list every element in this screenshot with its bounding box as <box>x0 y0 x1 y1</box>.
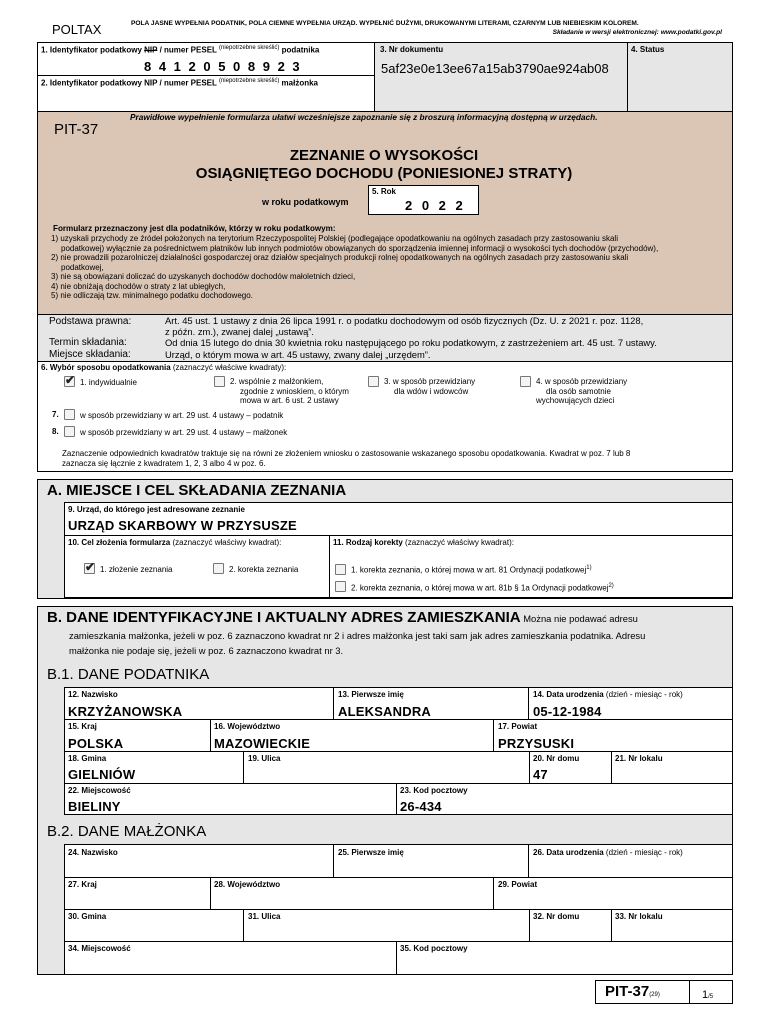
condition-item: 3) nie są obowiązani doliczać do uzyskanych dochodów dochodów małoletnich dzieci, <box>51 272 356 281</box>
electronic-note: Składanie w wersji elektronicznej: www.podatki.gov.pl <box>552 29 722 36</box>
field-14-label: 14. Data urodzenia (dzień - miesiąc - rok) <box>533 690 683 699</box>
field-12-surname[interactable]: KRZYŻANOWSKA <box>68 704 183 719</box>
field-29-label[interactable]: 29. Powiat <box>498 880 538 889</box>
field-18-label: 18. Gmina <box>68 754 107 763</box>
field-7-number: 7. <box>52 410 59 419</box>
condition-item: podatkowej) wyłącznie za pośrednictwem płatników lub innych podmiotów obowiązanych do sporządzenia imiennej informacji o wysokości tych dochodów (przychodów), <box>61 243 659 253</box>
field-18-municipality[interactable]: GIELNIÓW <box>68 767 136 782</box>
field-28-label[interactable]: 28. Województwo <box>214 880 281 889</box>
field-32-label[interactable]: 32. Nr domu <box>533 912 580 921</box>
field-12-label: 12. Nazwisko <box>68 690 118 699</box>
deadline-label: Termin składania: <box>49 337 127 348</box>
taxation-widow-checkbox[interactable] <box>368 376 379 387</box>
field-27-label[interactable]: 27. Kraj <box>68 880 97 889</box>
legal-basis-line: z późn. zm.), zwanej dalej „ustawą”. <box>165 326 315 337</box>
brochure-note: Prawidłowe wypełnienie formularza ułatwi wcześniejsze zapoznanie się z broszurą informacyjną dostępną w urzędach. <box>130 112 598 122</box>
conditions-list <box>51 234 731 301</box>
field-20-house-number[interactable]: 47 <box>533 767 548 782</box>
field-2-spouse-id[interactable] <box>37 75 375 112</box>
taxation-note: Zaznaczenie odpowiednich kwadratów traktuje się na równi ze złożeniem wniosku o zastosowanie wskazanego sposobu opodatkowania. Kwadrat w poz. 7 lub 8 zaznacza się łącznie z kwadratem 1, 2, 3 albo 4 w poz. 6. <box>62 449 631 468</box>
purpose-submission-label: 1. złożenie zeznania <box>100 565 173 574</box>
brand-logo: POLTAX <box>52 22 102 37</box>
field-16-voivodeship[interactable]: MAZOWIECKIE <box>214 736 311 751</box>
field-15-label: 15. Kraj <box>68 722 97 731</box>
fill-instruction: POLA JASNE WYPEŁNIA PODATNIK, POLA CIEMNE WYPEŁNIA URZĄD. WYPEŁNIĆ DUŻYMI, DRUKOWANYMI LITERAMI, CZARNYM LUB NIEBIESKIM KOLOREM. <box>131 20 639 27</box>
condition-item: 2) nie prowadzili pozarolniczej działalności gospodarczej oraz działów specjalnych produkcji rolnej opodatkowanych na ogólnych zasadach przy zastosowaniu skali <box>51 253 629 262</box>
field-5-year[interactable] <box>368 185 479 215</box>
taxation-joint-checkbox[interactable] <box>214 376 225 387</box>
section-b-note: Można nie podawać adresu <box>520 613 638 624</box>
field-23-label: 23. Kod pocztowy <box>400 786 468 795</box>
footer-form-code: PIT-37(29) <box>605 983 660 1000</box>
deadline-text: Od dnia 15 lutego do dnia 30 kwietnia roku następującego po roku podatkowym, z zastrzeżeniem art. 45 ust. 7 ustawy. <box>165 337 657 348</box>
field-22-label: 22. Miejscowość <box>68 786 131 795</box>
check-icon: ✔ <box>65 373 76 387</box>
b2-title: B.2. DANE MAŁŻONKA <box>47 823 207 840</box>
field-15-country[interactable]: POLSKA <box>68 736 124 751</box>
field-17-county[interactable]: PRZYSUSKI <box>498 736 575 751</box>
taxation-individual-checkbox[interactable] <box>64 373 76 387</box>
taxation-opt4-label: 4. w sposób przewidziany dla osób samotnie wychowujących dzieci <box>536 377 628 405</box>
correction-art81b-checkbox[interactable] <box>335 581 346 592</box>
field-25-label[interactable]: 25. Pierwsze imię <box>338 848 404 857</box>
check-icon: ✔ <box>85 560 96 574</box>
taxation-opt1-label: 1. indywidualnie <box>80 378 137 387</box>
year-prefix: w roku podatkowym <box>262 197 349 207</box>
field-9-label: 9. Urząd, do którego jest adresowane zeznanie <box>68 505 245 514</box>
field-8-checkbox[interactable] <box>64 426 75 437</box>
legal-basis-text <box>165 315 643 337</box>
correction-art81-checkbox[interactable] <box>335 564 346 575</box>
field-1-taxpayer-id[interactable] <box>37 42 375 76</box>
taxation-opt3-label: 3. w sposób przewidziany dla wdów i wdowców <box>384 377 476 396</box>
field-11-label: 11. Rodzaj korekty (zaznaczyć właściwy kwadrat): <box>333 538 514 547</box>
field-10-label: 10. Cel złożenia formularza (zaznaczyć właściwy kwadrat): <box>68 538 282 547</box>
b1-title: B.1. DANE PODATNIKA <box>47 666 210 683</box>
place-text: Urząd, o którym mowa w art. 45 ustawy, zwany dalej „urzędem”. <box>165 349 431 360</box>
field-3-label: 3. Nr dokumentu <box>380 45 444 54</box>
correction-art81b-label: 2. korekta zeznania, o której mowa w art. 81b § 1a Ordynacji podatkowej$^{2)}$ <box>351 583 614 593</box>
field-9-tax-office[interactable] <box>64 502 733 536</box>
section-b-title: B. DANE IDENTYFIKACYJNE I AKTUALNY ADRES ZAMIESZKANIA <box>47 609 521 626</box>
condition-item: 4) nie obniżają dochodów o straty z lat ubiegłych, <box>51 281 226 291</box>
field-35-label[interactable]: 35. Kod pocztowy <box>400 944 468 953</box>
field-8-number: 8. <box>52 427 59 436</box>
field-21-label: 21. Nr lokalu <box>615 754 663 763</box>
field-5-value: 2 0 2 2 <box>405 198 466 213</box>
field-34-label[interactable]: 34. Miejscowość <box>68 944 131 953</box>
field-33-label[interactable]: 33. Nr lokalu <box>615 912 663 921</box>
field-7-label: w sposób przewidziany w art. 29 ust. 4 ustawy – podatnik <box>80 411 284 420</box>
field-31-label[interactable]: 31. Ulica <box>248 912 281 921</box>
field-7-checkbox[interactable] <box>64 409 75 420</box>
section-b-heading <box>47 609 638 627</box>
field-19-label: 19. Ulica <box>248 754 281 763</box>
field-6-label: 6. Wybór sposobu opodatkowania (zaznaczyć właściwe kwadraty): <box>41 363 287 372</box>
section-b-note-cont: zamieszkania małżonka, jeżeli w poz. 6 zaznaczono kwadrat nr 2 i adres małżonka jest taki sam jak adres zamieszkania podatnika. Adresu małżonka nie podaje się, jeżeli w poz. 6 zaznaczono kwadrat nr 3. <box>69 630 646 656</box>
field-16-label: 16. Województwo <box>214 722 281 731</box>
field-9-value: URZĄD SKARBOWY W PRZYSUSZE <box>68 518 297 533</box>
field-5-label: 5. Rok <box>372 187 397 196</box>
field-14-birth-date[interactable]: 05-12-1984 <box>533 704 602 719</box>
page-number: 1/5 <box>702 989 714 1001</box>
field-4-label: 4. Status <box>631 45 665 54</box>
legal-basis-line: Art. 45 ust. 1 ustawy z dnia 26 lipca 1991 r. o podatku dochodowym od osób fizycznych (Dz. U. z 2021 r. poz. 1128, <box>165 315 644 326</box>
field-8-label: w sposób przewidziany w art. 29 ust. 4 ustawy – małżonek <box>80 428 288 437</box>
field-22-locality[interactable]: BIELINY <box>68 799 121 814</box>
intended-title: Formularz przeznaczony jest dla podatników, którzy w roku podatkowym: <box>53 224 336 233</box>
field-13-label: 13. Pierwsze imię <box>338 690 404 699</box>
legal-basis-label: Podstawa prawna: <box>49 316 132 327</box>
field-26-label[interactable]: 26. Data urodzenia (dzień - miesiąc - rok) <box>533 848 683 857</box>
purpose-correction-label: 2. korekta zeznania <box>229 565 299 574</box>
purpose-submission-checkbox[interactable] <box>84 560 96 574</box>
field-3-value: 5af23e0e13ee67a15ab3790ae924ab08 <box>381 61 609 76</box>
field-17-label: 17. Powiat <box>498 722 538 731</box>
form-title-line2: OSIĄGNIĘTEGO DOCHODU (PONIESIONEJ STRATY) <box>195 165 573 182</box>
field-23-postal-code[interactable]: 26-434 <box>400 799 442 814</box>
field-30-label[interactable]: 30. Gmina <box>68 912 107 921</box>
field-20-label: 20. Nr domu <box>533 754 580 763</box>
field-1-value: 8 4 1 2 0 5 0 8 9 2 3 <box>144 59 302 74</box>
field-24-label[interactable]: 24. Nazwisko <box>68 848 118 857</box>
condition-item: 5) nie odliczają tzw. minimalnego podatku dochodowego. <box>51 291 253 300</box>
correction-art81-label: 1. korekta zeznania, o której mowa w art. 81 Ordynacji podatkowej$^{1)}$ <box>351 565 592 575</box>
section-a-title: A. MIEJSCE I CEL SKŁADANIA ZEZNANIA <box>47 482 347 499</box>
field-2-label: 2. Identyfikator podatkowy NIP / numer PESEL $^{(niepotrzebne skreślić)}$ małżonka <box>41 78 319 88</box>
taxation-opt2-label: 2. wspólnie z małżonkiem, zgodnie z wnioskiem, o którym mowa w art. 6 ust. 2 ustawy <box>230 377 349 405</box>
field-13-first-name[interactable]: ALEKSANDRA <box>338 704 431 719</box>
condition-item: 1) uzyskali przychody ze źródeł położonych na terytorium Rzeczypospolitej Polskiej (podlegające opodatkowaniu na ogólnych zasadach przy zastosowaniu skali <box>51 234 618 243</box>
form-title-line1: ZEZNANIE O WYSOKOŚCI <box>289 147 479 164</box>
form-code: PIT-37 <box>54 121 99 138</box>
condition-item: podatkowej, <box>61 262 104 272</box>
field-1-label: 1. Identyfikator podatkowy NIP / numer PESEL $^{(niepotrzebne skreślić)}$ podatnika <box>41 45 320 55</box>
place-label: Miejsce składania: <box>49 349 131 360</box>
taxation-single-parent-checkbox[interactable] <box>520 376 531 387</box>
purpose-correction-checkbox[interactable] <box>213 563 224 574</box>
